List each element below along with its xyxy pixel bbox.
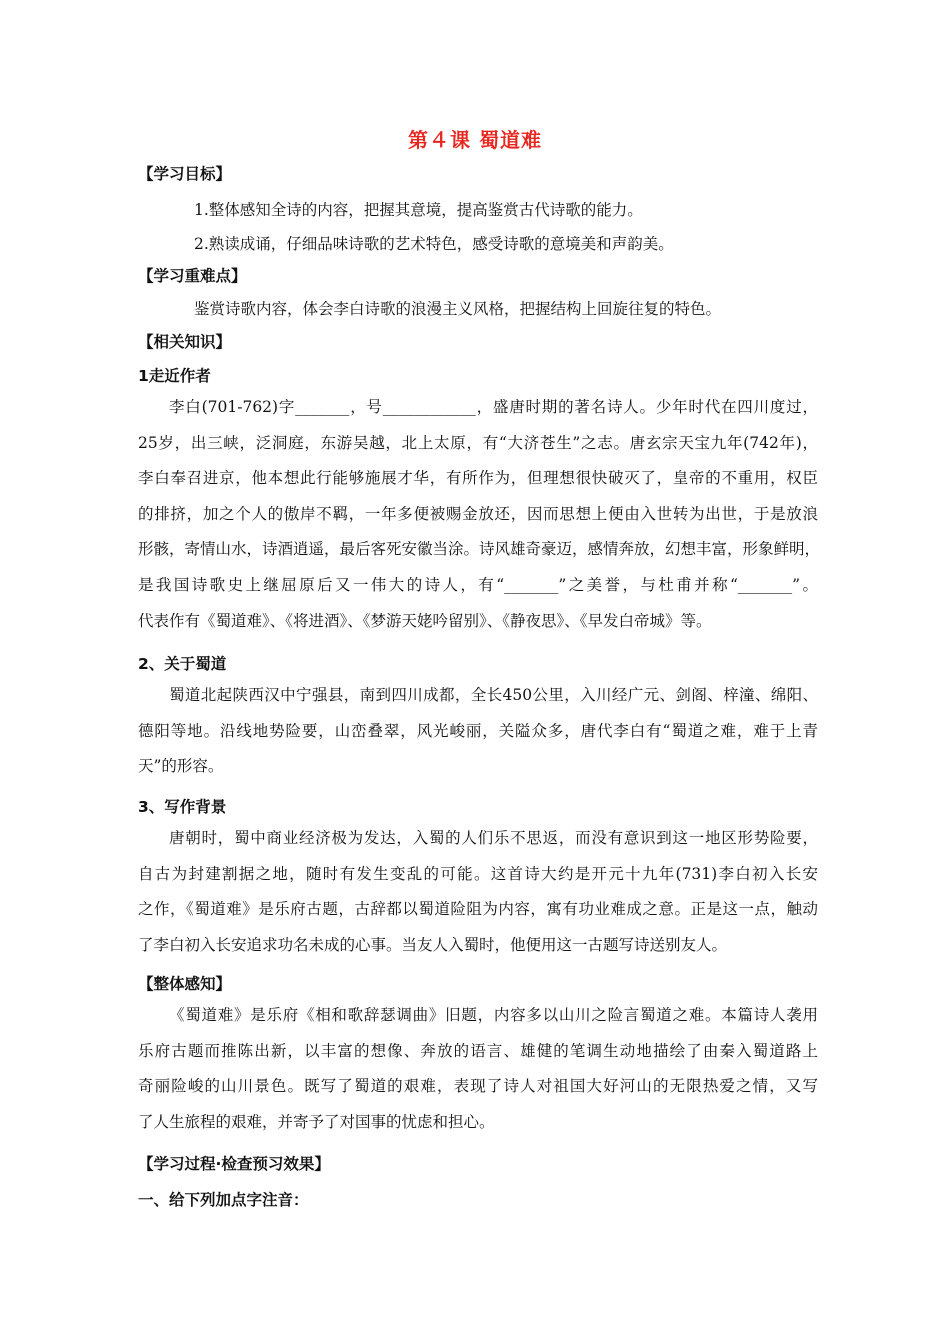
text-line: 蜀道北起陕西汉中宁强县，南到四川成都，全长450公里，入川经广元、剑阁、梓潼、绵阳、 (169, 686, 818, 704)
text-line: 之作，《蜀道难》是乐府古题，古辞都以蜀道险阻为内容，寓有功业难成之意。正是这一点，触动 (138, 900, 818, 919)
key-points-text: 鉴赏诗歌内容，体会李白诗歌的浪漫主义风格，把握结构上回旋往复的特色。 (194, 300, 722, 318)
text-line: 唐朝时，蜀中商业经济极为发达，入蜀的人们乐不思返，而没有意识到这一地区形势险要， (169, 829, 818, 847)
text-line: 代表作有《蜀道难》、《将进酒》、《梦游天姥吟留别》、《静夜思》、《早发白帝城》等。 (138, 611, 712, 630)
subheading-shu-road: 2、关于蜀道 (138, 655, 227, 673)
text-line: 形骸，寄情山水，诗酒逍遥，最后客死安徽当涂。诗风雄奇豪迈，感情奔放，幻想丰富，形象鲜明， (138, 540, 821, 559)
exercise-heading: 一、给下列加点字注音： (138, 1191, 309, 1209)
goal-item-2: 2.熟读成诵，仔细品味诗歌的艺术特色，感受诗歌的意境美和声韵美。 (194, 235, 674, 253)
text-line: 乐府古题而推陈出新，以丰富的想像、奔放的语言、雄健的笔调生动地描绘了由秦入蜀道路上 (138, 1041, 818, 1060)
text-line: 《蜀道难》是乐府《相和歌辞瑟调曲》旧题，内容多以山川之险言蜀道之难。本篇诗人袭用 (169, 1006, 818, 1024)
section-heading-goals: 【学习目标】 (138, 165, 232, 183)
text-line: 天”的形容。 (138, 757, 224, 776)
section-heading-key-points: 【学习重难点】 (138, 267, 247, 285)
section-heading-overall: 【整体感知】 (138, 975, 232, 993)
text-line: 李白奉召进京，他本想此行能够施展才华，有所作为，但理想很快破灭了，皇帝的不重用，权臣 (138, 469, 818, 488)
text-line: 25岁，出三峡，泛洞庭，东游吴越，北上太原，有“大济苍生”之志。唐玄宗天宝九年(742年)， (138, 433, 818, 452)
background-paragraph (138, 821, 818, 963)
text-line: 自古为封建割据之地，随时有发生变乱的可能。这首诗大约是开元十九年(731)李白初入长安 (138, 864, 818, 883)
text-line: 的排挤，加之个人的傲岸不羁，一年多便被赐金放还，因而思想上便由入世转为出世，于是放浪 (138, 504, 818, 523)
subheading-author: 1走近作者 (138, 367, 211, 385)
page-title: 第４课 蜀道难 (408, 128, 542, 152)
shu-road-paragraph (138, 678, 818, 785)
section-heading-process: 【学习过程·检查预习效果】 (138, 1155, 330, 1173)
section-heading-knowledge: 【相关知识】 (138, 333, 232, 351)
text-line: 了李白初入长安追求功名未成的心事。当友人入蜀时，他便用这一古题写诗送别友人。 (138, 935, 728, 954)
text-line: 李白(701-762)字_______，号____________，盛唐时期的著名诗人。少年时代在四川度过， (169, 398, 818, 416)
text-line: 奇丽险峻的山川景色。既写了蜀道的艰难，表现了诗人对祖国大好河山的无限热爱之情，又写 (138, 1077, 818, 1096)
author-paragraph (138, 390, 821, 639)
text-line: 了人生旅程的艰难，并寄予了对国事的忧虑和担心。 (138, 1112, 495, 1131)
text-line: 是我国诗歌史上继屈原后又一伟大的诗人，有“_______”之美誉，与杜甫并称“_______”。 (138, 575, 818, 594)
text-line: 德阳等地。沿线地势险要，山峦叠翠，风光峻丽，关隘众多，唐代李白有“蜀道之难，难于上青 (138, 721, 818, 740)
overall-paragraph (138, 998, 818, 1140)
subheading-background: 3、写作背景 (138, 798, 227, 816)
goal-item-1: 1.整体感知全诗的内容，把握其意境，提高鉴赏古代诗歌的能力。 (194, 201, 643, 219)
